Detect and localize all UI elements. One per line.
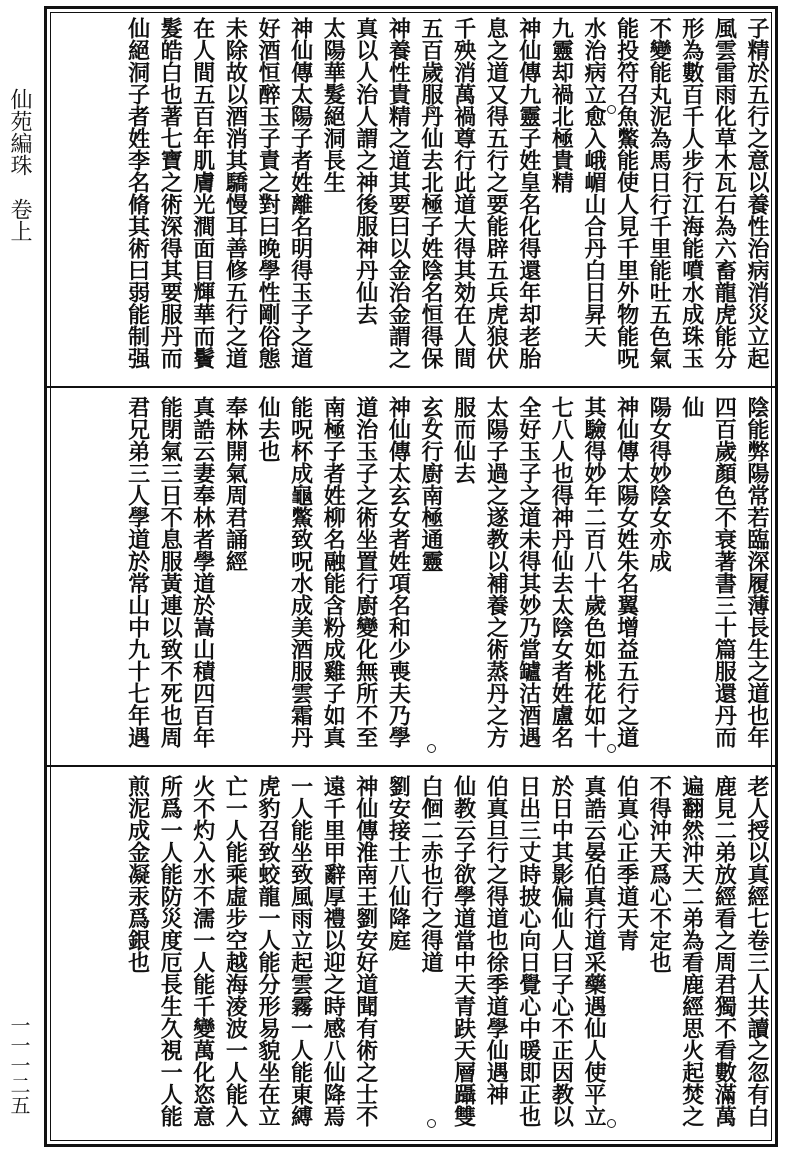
text-column: 亡一人能乘虛步空越海淩波一人能入: [222, 775, 249, 1127]
text-column: 日出三丈時披心向日覺心中暖即正也: [515, 775, 542, 1127]
text-column: 陰能弊陽常若臨深履薄長生之道也年: [744, 396, 770, 748]
text-column: 於日中其影偏仙人曰子心不正因教以: [548, 775, 575, 1127]
section-marker: [607, 744, 616, 753]
text-column: 奉林開氣周君誦經: [222, 396, 249, 572]
text-column: 九靈却禍北極貴精: [548, 17, 575, 193]
text-column: 風雲雷雨化草木瓦石為六畜龍虎能分: [711, 17, 738, 369]
text-column: 神養性貴精之道其要曰以金治金謂之: [385, 17, 412, 369]
text-column: 能呪杯成龜鱉致呪水成美酒服雲霜丹: [287, 396, 314, 748]
text-column: 老人授以真經七卷三人共讀之忽有白: [744, 775, 770, 1127]
text-column: 虎豹召致蛟龍一人能分形易貌坐在立: [255, 775, 281, 1127]
text-column: 形為數百千人步行江海能噴水成珠玉: [678, 17, 705, 369]
text-column: 服而仙去: [450, 396, 477, 484]
text-column: 神仙傳太玄女者姓項名和少喪夫乃學: [385, 396, 412, 748]
text-column: 全好玉子之道未得其妙乃當罏沽酒遇: [515, 396, 542, 748]
text-column: 煎泥成金凝汞爲銀也: [124, 775, 151, 973]
text-column: 息之道又得五行之要能辟五兵虎狼伏: [483, 17, 510, 369]
text-column: 君兄弟三人學道於常山中九十七年遇: [124, 396, 151, 748]
text-column: 真誥云妻奉林者學道於嵩山積四百年: [189, 396, 216, 748]
text-column: 髮皓白也著七寶之術深得其要服丹而: [157, 17, 184, 369]
text-column: 神仙傳九靈子姓皇名化得還年却老胎: [515, 17, 542, 369]
register-middle: [47, 388, 775, 763]
text-column: 玄女行廚南極通靈: [418, 396, 444, 572]
text-column: 鹿見二弟放經看之周君獨不看數滿萬: [711, 775, 738, 1127]
text-column: 道治玉子之術坐置行廚變化無所不至: [352, 396, 379, 748]
text-column: 不變能丸泥為馬日行千里能吐五色氣: [646, 17, 673, 369]
text-column: 其驗得妙年二百八十歲色如桃花如十: [581, 396, 607, 748]
text-column: 真誥云晏伯真行道采藥遇仙人使平立: [581, 775, 607, 1127]
page-number: 一一一二五: [7, 1015, 31, 1115]
text-column: 真以人治人謂之神後服神丹仙去: [352, 17, 379, 325]
text-column: 陽女得妙陰女亦成: [646, 396, 673, 572]
register-top: [47, 9, 775, 384]
text-column: 千殃消萬禍尊行此道大得其効在人間: [450, 17, 477, 369]
section-marker: [427, 417, 436, 426]
text-column: 仙教云子欲學道當中天青趺天層躡雙: [450, 775, 477, 1127]
book-title: 仙苑編珠 卷上: [7, 88, 32, 242]
text-column: 未除故以酒消其驕慢耳善修五行之道: [222, 17, 249, 369]
text-column: 劉安接士八仙降庭: [385, 775, 412, 951]
text-column: 神仙傳太陽子者姓離名明得玉子之道: [287, 17, 314, 369]
text-column: 所爲一人能防災度厄長生久視一人能: [157, 775, 184, 1127]
text-column: 遠千里甲辭厚禮以迎之時感八仙降焉: [320, 775, 347, 1127]
text-column: 神仙傳太陽女姓朱名翼增益五行之道: [613, 396, 640, 748]
text-column: 一人能坐致風雨立起雲霧一人能東縛: [287, 775, 314, 1127]
text-column: 白佪二赤也行之得道: [418, 775, 444, 973]
section-marker: [427, 1119, 436, 1128]
text-column: 在人間五百年肌膚光澗面目輝華而鬢: [189, 17, 216, 369]
section-marker: [427, 744, 436, 753]
text-column: 遍翻然沖天二弟為看鹿經思火起焚之: [678, 775, 705, 1127]
text-column: 火不灼入水不濡一人能千變萬化恣意: [189, 775, 216, 1127]
text-column: 五百歲服丹仙去北極子姓陰名恒得保: [418, 17, 444, 369]
section-marker: [292, 105, 301, 114]
section-marker: [607, 105, 616, 114]
text-column: 能閉氣三日不息服黃連以致不死也周: [157, 396, 184, 748]
text-column: 子精於五行之意以養性治病消災立起: [744, 17, 770, 369]
text-column: 四百歲顏色不衰著書三十篇服還丹而: [711, 396, 738, 748]
section-marker: [427, 105, 436, 114]
text-column: 能投符召魚鱉能使人見千里外物能呪: [613, 17, 640, 369]
text-column: 太陽子過之遂教以補養之術蒸丹之方: [483, 396, 510, 748]
text-column: 南極子者姓柳名融能含粉成雞子如真: [320, 396, 347, 748]
register-bottom: [47, 767, 775, 1142]
text-column: 神仙傳淮南王劉安好道聞有術之士不: [352, 775, 379, 1127]
section-marker: [607, 1119, 616, 1128]
text-column: 仙絕洞子者姓李名脩其術曰弱能制强: [124, 17, 151, 369]
text-column: 好酒恒醉玉子責之對曰晚學性剛俗態: [255, 17, 281, 369]
text-column: 七八人也得神丹仙去太陰女者姓盧名: [548, 396, 575, 748]
text-column: 仙: [678, 396, 705, 418]
text-column: 水治病立愈入峨嵋山合丹白日昇天: [581, 17, 607, 347]
page-frame: [44, 6, 778, 1147]
section-marker: [427, 799, 436, 808]
text-column: 不得沖天爲心不定也: [646, 775, 673, 973]
text-column: 仙去也: [255, 396, 281, 462]
text-column: 伯真旦行之得道也徐季道學仙遇神: [483, 775, 510, 1105]
text-column: 太陽華髮絕洞長生: [320, 17, 347, 193]
text-column: 伯真心正季道天青: [613, 775, 640, 951]
